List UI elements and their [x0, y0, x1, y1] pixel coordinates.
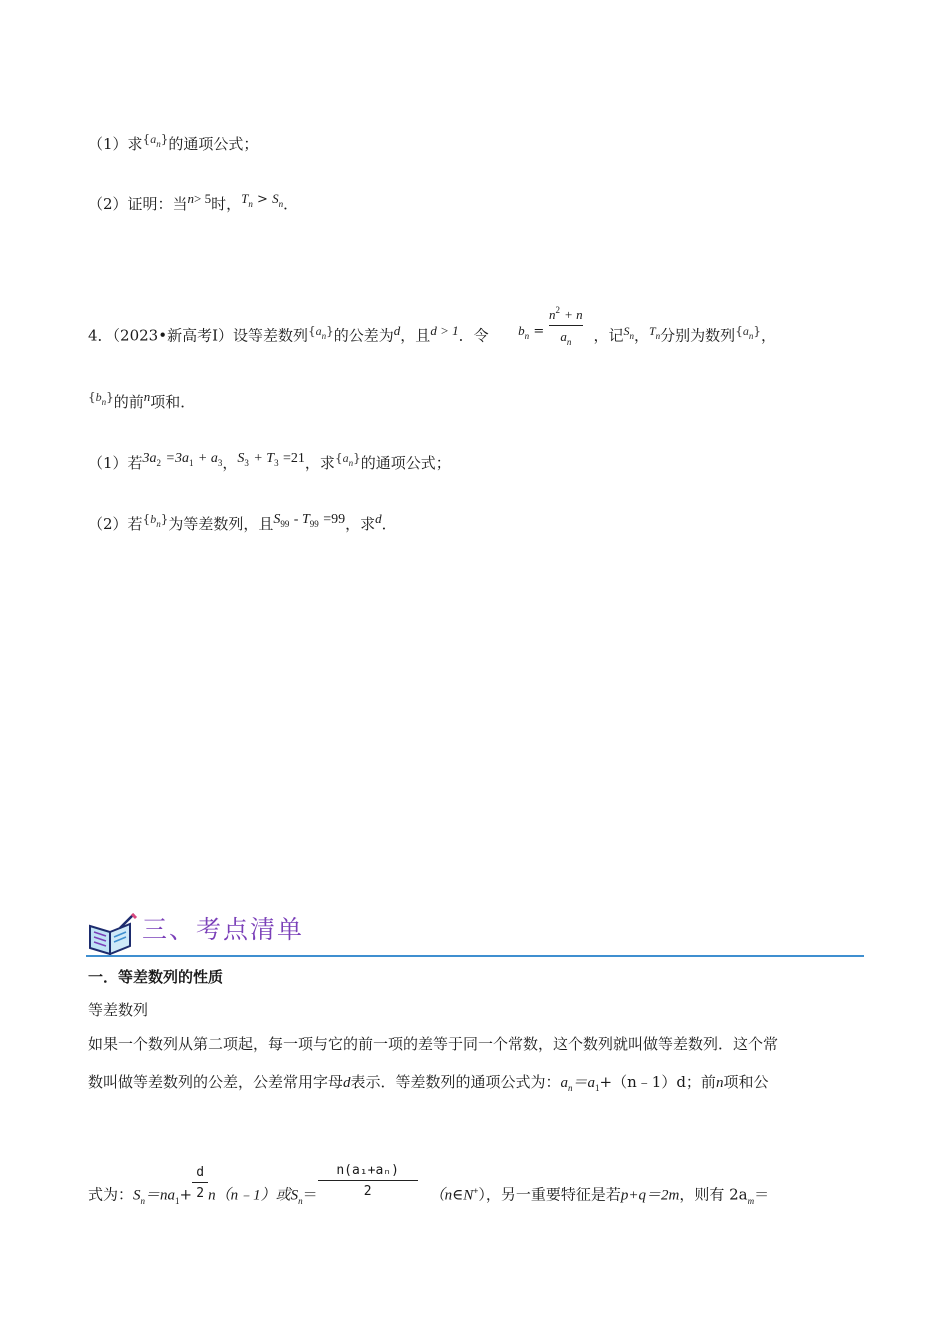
definition-line1: 如果一个数列从第二项起，每一项与它的前一项的差等于同一个常数，这个数列就叫做等差数列．这个常 [88, 1035, 779, 1053]
open-book-icon [86, 912, 138, 958]
term-label: 等差数列 [88, 1001, 149, 1019]
subsection-heading: 一．等差数列的性质 [88, 968, 224, 986]
q4-stem: 4．（2023•新高考Ⅰ）设等差数列$^{\{a_n\}}$的公差为d，且d > 1．令 $b_n$ = $\frac{n^2 + n}{a_n}$ ，记$^{S_n}$，$^{T_n}$分别为数列$^{\{a_n\}}$， [88, 305, 776, 347]
set-braces: {an} [142, 132, 169, 149]
section-title: 三、考点清单 [142, 915, 305, 944]
section-header [86, 908, 864, 958]
q4-part1: （1）若$3a_2 =3a_1 + a_3$，$S_3 + T_3 =21$，求$^{\{a_n\}}$的通项公式； [88, 451, 451, 472]
definition-line2: 数叫做等差数列的公差，公差常用字母d表示．等差数列的通项公式为：$a_n=a_1+(n﹣1)d$；前n项和公 [88, 1073, 769, 1093]
q4-stem-cont: $^{\{b_n\}}$的前n项和． [88, 389, 196, 411]
bn-definition: $b_n$ = [518, 322, 545, 341]
sum-fraction: $\frac{\text{n(a₁+aₙ)}}{2}$ [318, 1162, 418, 1201]
bn-fraction: $\frac{n^2 + n}{a_n}$ [549, 305, 583, 347]
d-over-2-fraction: $\frac{d}{2}$ [192, 1164, 208, 1203]
q4-part2: （2）若$^{\{b_n\}}$为等差数列，且$S_{99} - T_{99} =99$，求d． [88, 511, 397, 533]
q3-part1: （1）求$^{\{a_n\}}$的通项公式； [88, 132, 259, 153]
definition-line3: 式为：$S_n=na_1+$ $\frac{d}{2}$ n（n﹣1）或$S_n=$ $\frac{\text{n(a₁+aₙ)}}{2}$ （n∈N+），另一重要特征是若p+q＝2m，则有 $2a_m=$ [88, 1163, 770, 1206]
section-divider [86, 955, 864, 957]
q3-part2: （2）证明：当n> 5时，$T_n > S_n$． [88, 191, 299, 213]
